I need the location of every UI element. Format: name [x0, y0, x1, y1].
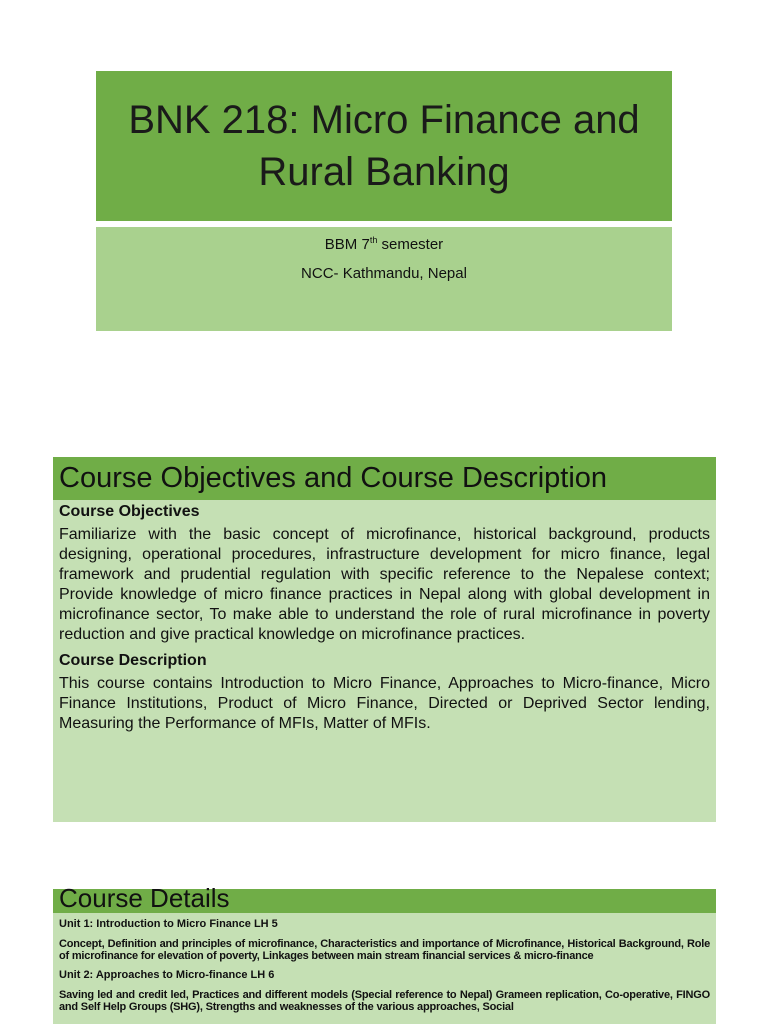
- institution-line: NCC- Kathmandu, Nepal: [301, 265, 467, 282]
- course-subtitle-panel: [96, 227, 672, 331]
- objectives-slide-title: Course Objectives and Course Description: [53, 457, 716, 500]
- course-title: BNK 218: Micro Finance and Rural Banking: [128, 98, 640, 194]
- course-title-banner: [96, 71, 672, 221]
- semester-suffix: semester: [377, 236, 444, 253]
- unit2-text: Saving led and credit led, Practices and different models (Special reference to Nepal) Grameen replication, Co-operative, FINGO and Self Help Groups (SHG), Strengths and weaknesses of the various approaches, Social: [59, 989, 710, 1013]
- objectives-slide-body: [53, 500, 716, 822]
- semester-prefix: BBM 7: [324, 236, 370, 253]
- objectives-heading: Course Objectives: [59, 503, 200, 520]
- unit2-heading: Unit 2: Approaches to Micro-finance LH 6: [59, 969, 275, 981]
- unit1-heading: Unit 1: Introduction to Micro Finance LH 5: [59, 918, 278, 930]
- semester-line: [96, 231, 672, 254]
- semester-superscript: th: [369, 235, 378, 245]
- course-details-title-text: Course Details: [59, 883, 230, 913]
- objectives-text: Familiarize with the basic concept of microfinance, historical background, products designing, operational procedures, infrastructure development for micro finance, legal framework and prudential regulation with specific reference to the Nepalese context; Provide knowledge of micro finance practices in Nepal along with global development in microfinance sector, To make able to understand the role of rural microfinance in poverty reduction and give practical knowledge on microfinance practices.: [59, 526, 710, 643]
- description-heading: Course Description: [59, 652, 207, 669]
- description-text: This course contains Introduction to Micro Finance, Approaches to Micro-finance, Micro Finance Institutions, Product of Micro Finance, Directed or Deprived Sector lending, Measuring the Performance of MFIs, Matter of MFIs.: [59, 675, 710, 732]
- course-details-body: [53, 913, 716, 1024]
- unit1-text: Concept, Definition and principles of microfinance, Characteristics and importance of Microfinance, Historical Background, Role of microfinance for elevation of poverty, Linkages between main stream financial services & micro-finance: [59, 938, 710, 962]
- course-details-title: [53, 883, 716, 913]
